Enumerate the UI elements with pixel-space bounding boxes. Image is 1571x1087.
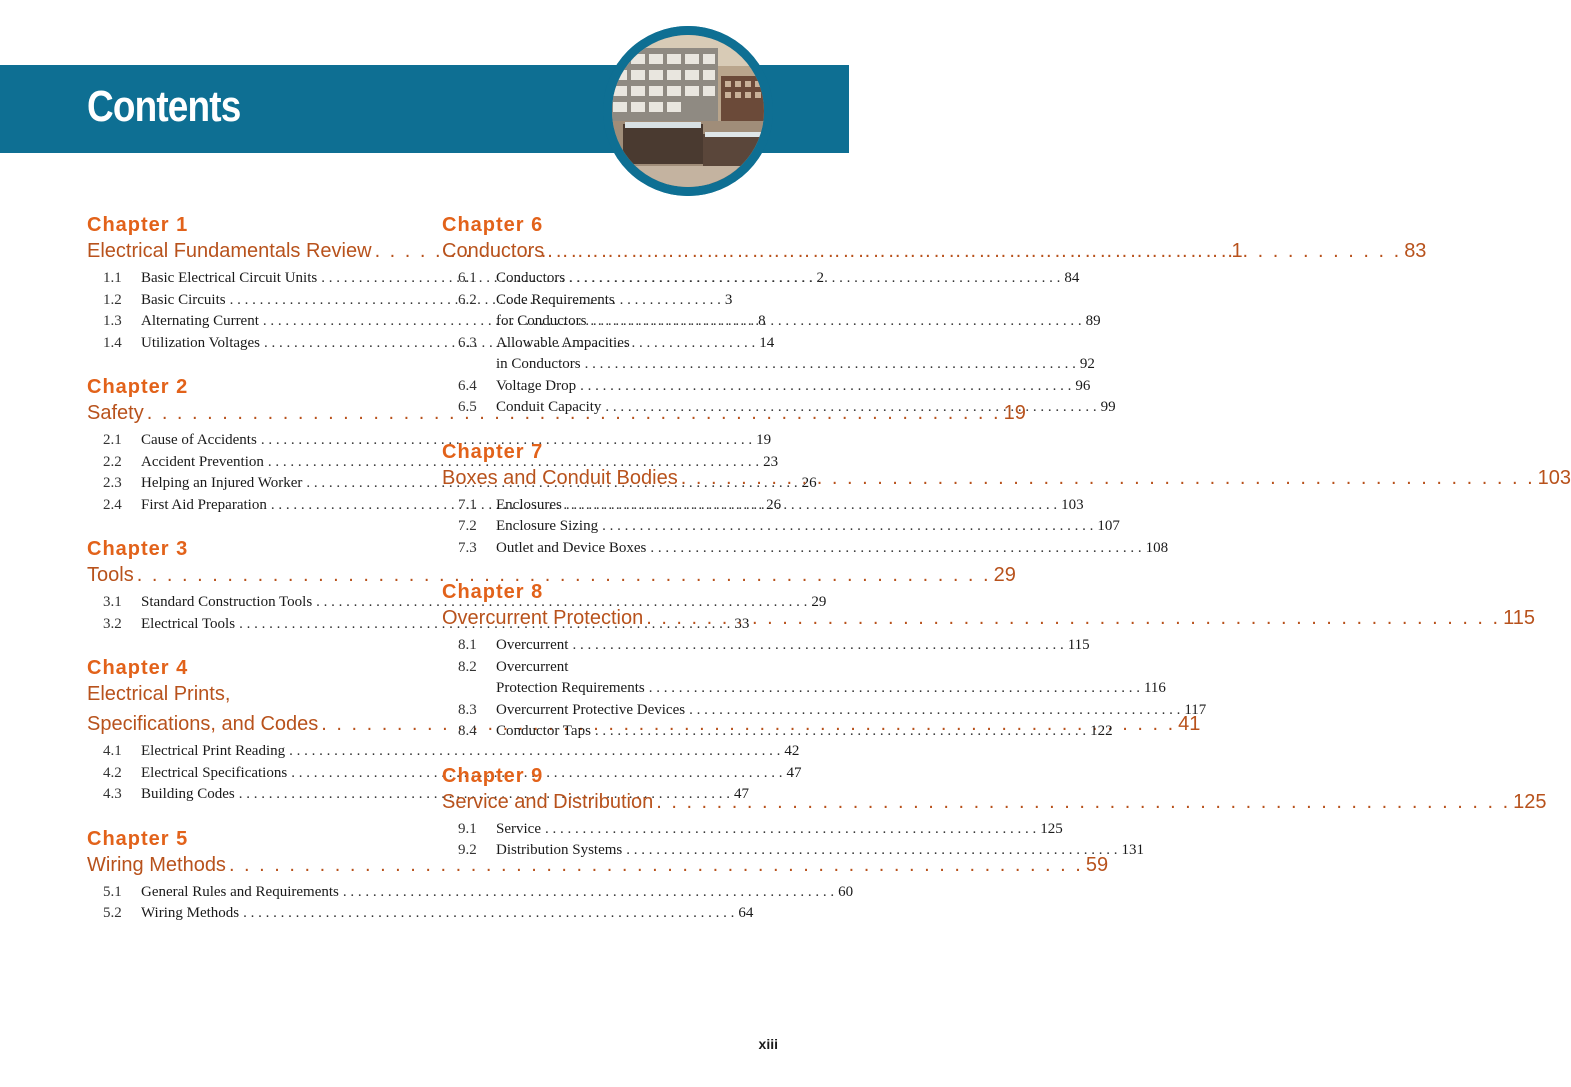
section-title: Helping an Injured Worker <box>141 475 303 491</box>
section-title: Building Codes <box>141 786 235 802</box>
section-number: 2.4 <box>103 496 122 513</box>
dot-leader <box>605 397 1096 419</box>
section-page-number: 14 <box>759 334 775 351</box>
chapter-title: Wiring Methods <box>87 853 226 876</box>
section-body <box>496 268 1079 290</box>
chapter-title: Overcurrent Protection <box>442 607 644 629</box>
section-number: 7.1 <box>458 496 477 513</box>
dot-leader <box>566 495 1057 517</box>
section-page-number: 96 <box>1075 377 1091 394</box>
section-title-row <box>496 635 1090 657</box>
section-page-number: 26 <box>801 475 817 491</box>
section-title: General Rules and Requirements <box>141 883 339 900</box>
dot-leader <box>590 311 1081 333</box>
section-page-number: 3 <box>724 291 733 308</box>
dot-leader <box>681 465 1535 491</box>
section-title-row <box>496 376 1090 398</box>
chapter-title-entry <box>442 238 1427 264</box>
dot-leader <box>343 882 834 904</box>
section-page-number: 125 <box>1040 820 1063 837</box>
section-title-row <box>141 882 853 904</box>
section-page-number: 33 <box>734 615 750 632</box>
section-title-row <box>496 700 1206 722</box>
section-title: Utilization Voltages <box>141 334 261 351</box>
section-title-row <box>496 819 1063 841</box>
section-number: 3.1 <box>103 594 122 610</box>
section-page-number: 8 <box>758 313 766 329</box>
toc-section-entry <box>442 840 1145 862</box>
chapter-label: Chapter 9 <box>442 764 544 787</box>
toc-section-entry <box>442 538 1169 560</box>
section-number: 3.2 <box>103 615 122 632</box>
section-number: 8.3 <box>458 701 477 718</box>
section-page-number: 42 <box>784 743 800 759</box>
page-title: Contents <box>87 82 241 131</box>
toc-section-entry <box>442 333 1095 376</box>
section-title: Electrical Print Reading <box>141 743 286 759</box>
section-title-row <box>496 678 1166 700</box>
section-number: 1.4 <box>103 334 122 351</box>
section-title: for Conductors <box>496 313 587 329</box>
section-title: Conductor Taps <box>496 723 591 739</box>
chapter-title: Conductors <box>442 240 545 262</box>
section-number: 2.1 <box>103 432 122 448</box>
section-page-number: 60 <box>838 883 854 900</box>
section-title: Outlet and Device Boxes <box>496 539 647 556</box>
section-page-number: 122 <box>1090 723 1113 739</box>
section-page-number: 115 <box>1067 637 1090 653</box>
toc-section-entry <box>87 741 800 763</box>
section-number: 9.1 <box>458 820 477 837</box>
header-photo-store-interior <box>603 26 773 196</box>
section-page-number: 108 <box>1145 539 1169 556</box>
section-page-number: 64 <box>738 905 754 921</box>
dot-leader <box>595 721 1086 743</box>
section-body <box>496 290 1101 333</box>
chapter-label: Chapter 5 <box>87 827 189 850</box>
section-title-row <box>496 354 1095 376</box>
chapter-title-entry <box>87 562 1016 588</box>
dot-leader <box>626 840 1117 862</box>
chapter-page-number: 115 <box>1503 607 1535 629</box>
section-title-row <box>496 840 1144 862</box>
section-page-number: 99 <box>1100 399 1116 415</box>
section-title: Service <box>496 820 541 837</box>
dot-leader <box>646 605 1500 631</box>
section-title-row <box>496 721 1113 743</box>
dot-leader <box>243 903 734 925</box>
dot-leader <box>689 700 1180 722</box>
section-title-row <box>496 495 1084 517</box>
section-page-number: 107 <box>1097 518 1120 534</box>
chapter-title: Electrical Fundamentals Review <box>87 240 372 262</box>
section-page-number: 23 <box>763 453 779 470</box>
section-body <box>496 819 1063 841</box>
chapter-title: Specifications, and Codes <box>87 713 319 735</box>
section-title-line: Code Requirements <box>496 291 615 308</box>
toc-section-entry <box>87 903 754 925</box>
section-number: 6.2 <box>458 291 477 308</box>
toc-section-entry <box>87 882 854 904</box>
section-title-row <box>496 311 1101 333</box>
section-title: in Conductors <box>496 356 581 372</box>
chapter-page-number: 125 <box>1513 790 1547 813</box>
toc-section-entry <box>442 376 1091 398</box>
chapter-title: Service and Distribution <box>442 790 654 813</box>
dot-leader <box>572 635 1063 657</box>
section-title: Conduit Capacity <box>496 399 602 415</box>
section-title: Overcurrent <box>496 637 569 653</box>
section-title-line: Allowable Ampacities <box>496 334 630 351</box>
chapter-label: Chapter 2 <box>87 376 189 398</box>
section-title: First Aid Preparation <box>141 496 267 513</box>
section-body <box>496 700 1206 722</box>
section-page-number: 19 <box>756 432 772 448</box>
section-body <box>141 903 753 925</box>
toc-section-entry <box>442 657 1166 700</box>
section-title-row <box>496 268 1079 290</box>
section-page-number: 29 <box>811 594 827 610</box>
section-title: Basic Circuits <box>141 291 226 308</box>
dot-leader <box>602 516 1093 538</box>
section-number: 8.1 <box>458 637 477 653</box>
section-title: Alternating Current <box>141 313 259 329</box>
section-number: 4.2 <box>103 764 122 781</box>
toc-section-entry <box>442 721 1113 743</box>
dot-leader <box>547 238 1401 264</box>
section-title: Cause of Accidents <box>141 432 257 448</box>
section-number: 1.3 <box>103 313 122 329</box>
chapter-title-entry <box>442 605 1535 631</box>
section-title: Overcurrent Protective Devices <box>496 701 686 718</box>
section-body <box>496 721 1113 743</box>
section-number: 6.3 <box>458 334 477 351</box>
section-number: 2.2 <box>103 453 122 470</box>
section-number: 1.1 <box>103 270 122 286</box>
section-page-number: 103 <box>1061 496 1084 513</box>
section-title: Enclosures <box>496 496 562 513</box>
toc-section-entry <box>442 290 1101 333</box>
section-number: 6.4 <box>458 377 477 394</box>
section-body <box>496 538 1168 560</box>
chapter-page-number: 103 <box>1537 466 1571 489</box>
chapter-page-number: 19 <box>1003 402 1026 424</box>
section-number: 7.2 <box>458 518 477 534</box>
section-title-row <box>496 397 1116 419</box>
toc-section-entry <box>442 495 1084 517</box>
chapter-label: Chapter 8 <box>442 581 544 603</box>
section-page-number: 2 <box>816 270 824 286</box>
section-number: 1.2 <box>103 291 122 308</box>
chapter-page-number: 41 <box>1178 713 1201 735</box>
section-page-number: 116 <box>1143 680 1166 696</box>
dot-leader <box>569 268 1060 290</box>
section-number: 2.3 <box>103 475 122 491</box>
section-page-number: 131 <box>1121 842 1145 858</box>
section-page-number: 84 <box>1064 270 1080 286</box>
chapter-page-number: 83 <box>1404 240 1427 262</box>
section-number: 6.1 <box>458 270 477 286</box>
section-title: Enclosure Sizing <box>496 518 599 534</box>
chapter-page-number: 59 <box>1085 853 1109 876</box>
toc-section-entry <box>442 635 1090 657</box>
section-body <box>141 882 853 904</box>
section-title-line: Overcurrent <box>496 658 569 675</box>
section-title: Wiring Methods <box>141 905 240 921</box>
section-number: 6.5 <box>458 399 477 415</box>
chapter-page-number: 29 <box>993 564 1016 586</box>
section-number: 4.1 <box>103 743 122 759</box>
chapter-title-entry <box>87 852 1109 878</box>
toc-section-entry <box>442 268 1080 290</box>
toc-section-entry <box>87 452 779 474</box>
section-title-row <box>141 903 753 925</box>
chapter-title: Tools <box>87 564 134 586</box>
section-title: Distribution Systems <box>496 842 623 858</box>
dot-leader <box>649 678 1140 700</box>
chapter-label: Chapter 3 <box>87 538 189 560</box>
chapter-title: Safety <box>87 402 144 424</box>
section-number: 8.4 <box>458 723 477 739</box>
section-title: Protection Requirements <box>496 680 645 696</box>
section-number: 7.3 <box>458 539 477 556</box>
section-title: Accident Prevention <box>141 453 264 470</box>
section-title: Standard Construction Tools <box>141 594 313 610</box>
dot-leader <box>656 789 1510 815</box>
chapter-title-entry <box>442 789 1547 815</box>
toc-section-entry <box>442 516 1120 538</box>
section-page-number: 117 <box>1184 701 1207 718</box>
toc-section-entry <box>442 819 1063 841</box>
section-body <box>496 635 1090 657</box>
chapter-label: Chapter 7 <box>442 440 544 463</box>
section-page-number: 26 <box>766 496 782 513</box>
section-title: Voltage Drop <box>496 377 577 394</box>
dot-leader <box>650 538 1141 560</box>
chapter-title: Boxes and Conduit Bodies <box>442 466 678 489</box>
section-number: 8.2 <box>458 658 477 675</box>
section-title-row <box>496 516 1120 538</box>
chapter-label: Chapter 4 <box>87 657 189 679</box>
section-body <box>496 657 1166 700</box>
chapter-page-number: 1 <box>1231 240 1243 262</box>
chapter-label: Chapter 1 <box>87 214 189 236</box>
section-number: 4.3 <box>103 786 122 802</box>
section-body <box>496 333 1095 376</box>
section-number: 5.1 <box>103 883 122 900</box>
section-title: Electrical Tools <box>141 615 236 632</box>
toc-section-entry <box>442 700 1207 722</box>
section-body <box>496 495 1084 517</box>
section-body <box>496 840 1144 862</box>
section-title: Conductors <box>496 270 566 286</box>
section-number: 9.2 <box>458 842 477 858</box>
chapter-label: Chapter 6 <box>442 214 544 236</box>
section-body <box>496 397 1116 419</box>
section-page-number: 47 <box>786 764 802 781</box>
section-title-row <box>496 538 1168 560</box>
section-page-number: 47 <box>734 786 750 802</box>
section-body <box>496 516 1120 538</box>
dot-leader <box>580 376 1071 398</box>
dot-leader <box>585 354 1076 376</box>
section-number: 5.2 <box>103 905 122 921</box>
section-page-number: 89 <box>1085 313 1101 329</box>
section-body <box>496 376 1090 398</box>
chapter-title-line: Electrical Prints, <box>87 683 231 705</box>
page-number: xiii <box>758 1036 778 1052</box>
section-page-number: 92 <box>1079 356 1095 372</box>
section-title: Basic Electrical Circuit Units <box>141 270 318 286</box>
section-title: Electrical Specifications <box>141 764 288 781</box>
dot-leader <box>545 819 1036 841</box>
